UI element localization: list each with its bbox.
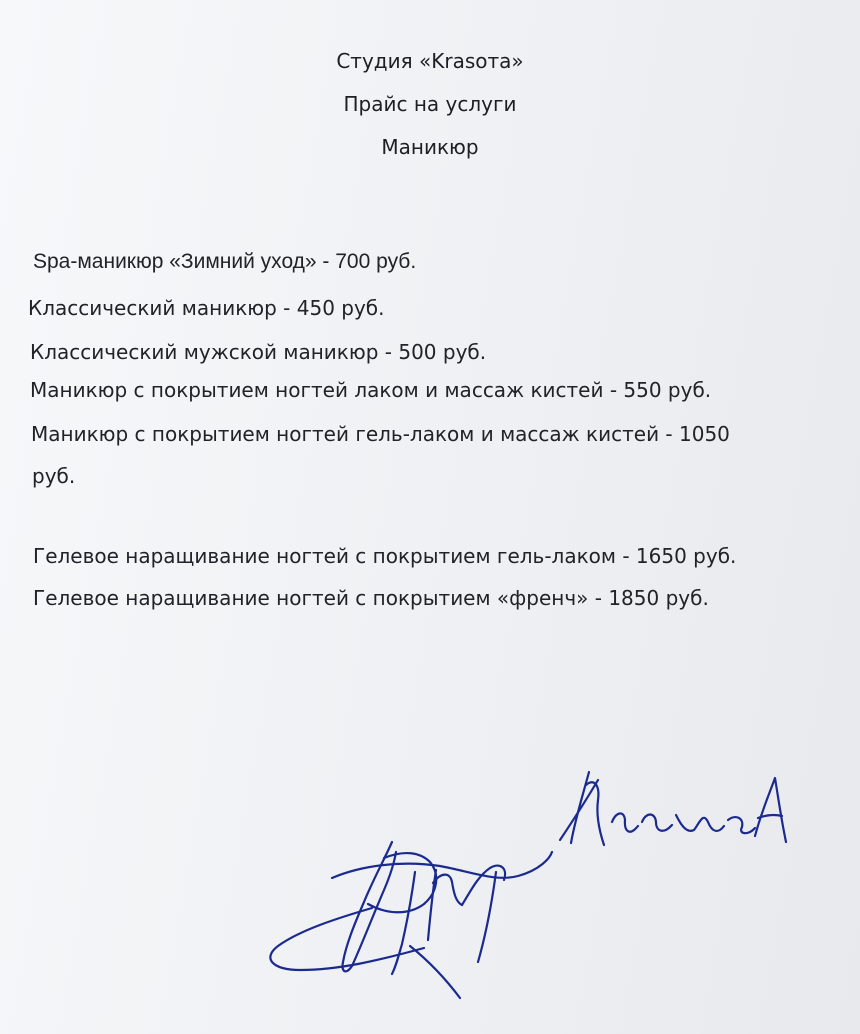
price-line-gel-lacquer-cont: руб. xyxy=(32,464,76,488)
price-line-french-extension: Гелевое наращивание ногтей с покрытием «френч» - 1850 руб. xyxy=(33,586,709,610)
signature-ink xyxy=(270,772,786,998)
price-line-men: Классический мужской маникюр - 500 руб. xyxy=(30,340,487,364)
price-line-gel-lacquer: Маникюр с покрытием ногтей гель-лаком и массаж кистей - 1050 xyxy=(31,422,730,446)
studio-name: Студия «Krasота» xyxy=(336,49,524,73)
price-line-gel-extension: Гелевое наращивание ногтей с покрытием гель-лаком - 1650 руб. xyxy=(33,544,737,568)
price-line-classic: Классический маникюр - 450 руб. xyxy=(28,296,385,320)
section-title: Маникюр xyxy=(381,135,479,159)
document-title: Прайс на услуги xyxy=(343,92,517,116)
price-line-spa: Spa-маникюр «Зимний уход» - 700 руб. xyxy=(33,250,417,273)
price-line-lacquer: Маникюр с покрытием ногтей лаком и массаж кистей - 550 руб. xyxy=(30,378,712,402)
